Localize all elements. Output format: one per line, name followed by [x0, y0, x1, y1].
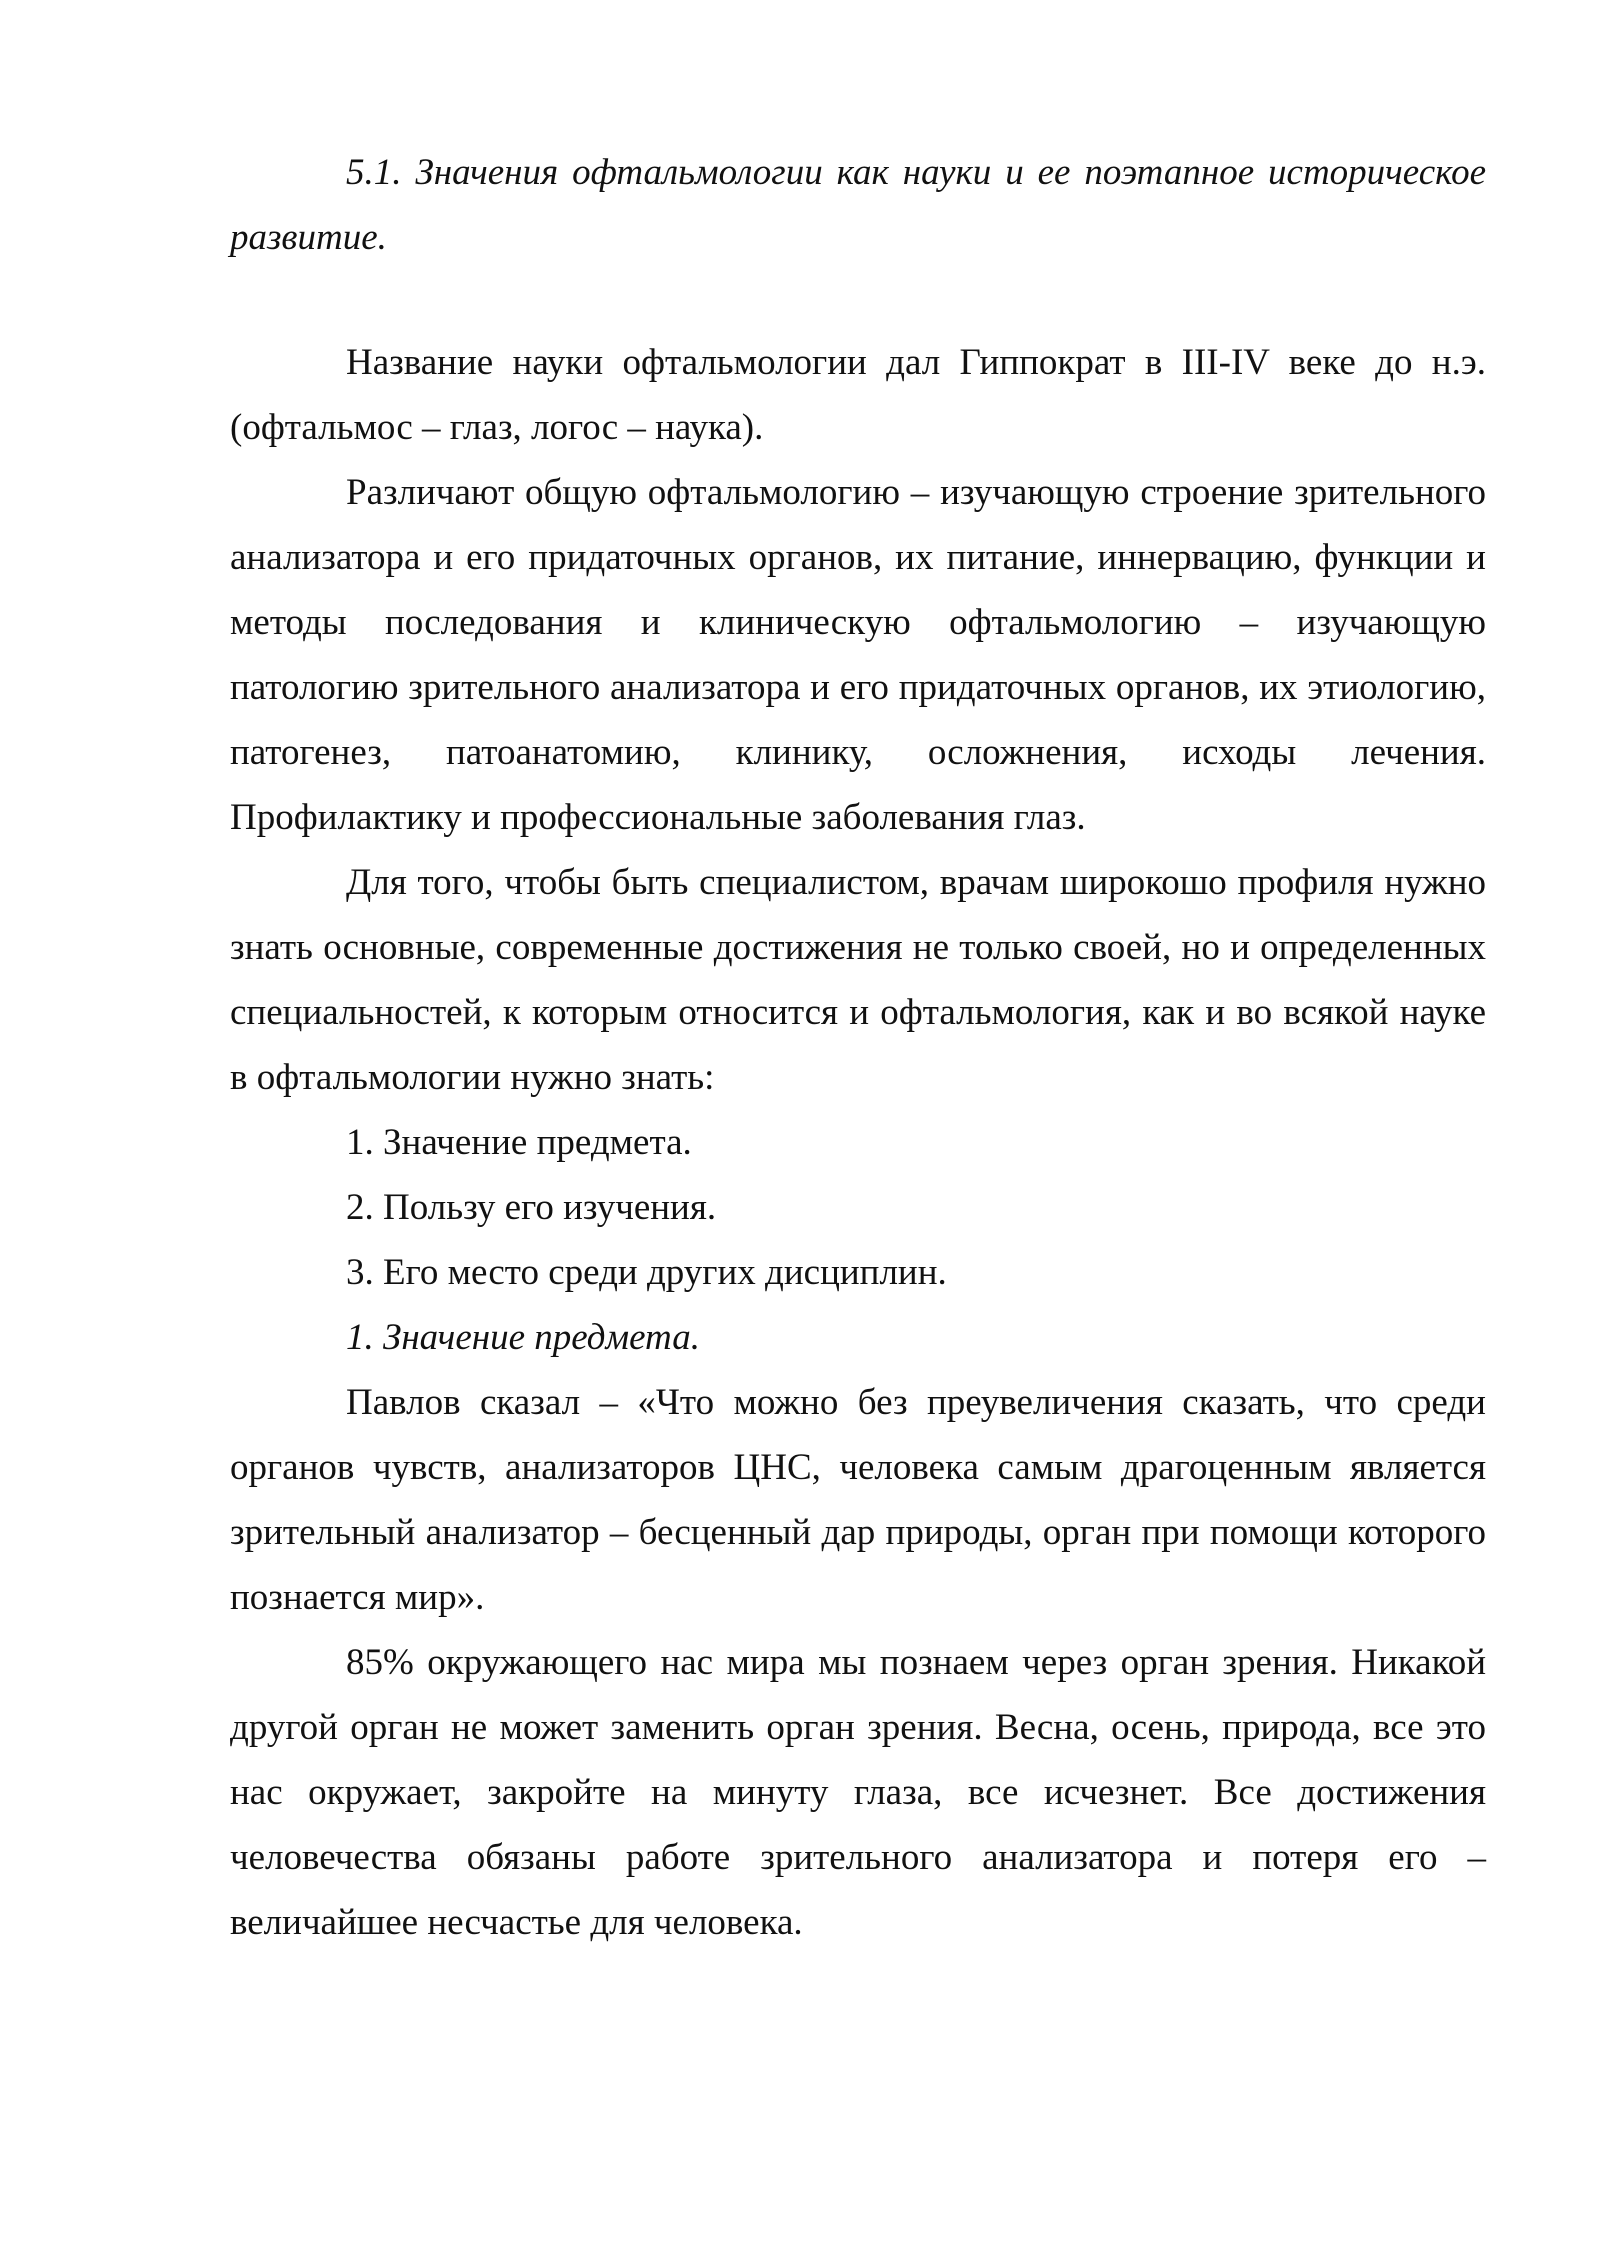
list-item: 2. Пользу его изучения. — [346, 1187, 717, 1228]
subsection-heading: 1. Значение предмета. — [346, 1317, 700, 1358]
document-page — [230, 140, 1486, 1955]
paragraph-name-origin: Название науки офтальмологии дал Гиппократ в III-IV веке до н.э. (офтальмос – глаз, логос – наука). — [230, 342, 1486, 448]
list-item: 1. Значение предмета. — [346, 1122, 692, 1163]
paragraph-pavlov-quote: Павлов сказал – «Что можно без преувеличения сказать, что среди органов чувств, анализаторов ЦНС, человека самым драгоценным является зрительный анализатор – бесценный дар природы, орган при помощи которого познается мир». — [230, 1382, 1486, 1618]
paragraph-vision-importance: 85% окружающего нас мира мы познаем через орган зрения. Никакой другой орган не может заменить орган зрения. Весна, осень, природа, все это нас окружает, закройте на минуту глаза, все исчезнет. Все достижения человечества обязаны работе зрительного анализатора и потеря его – величайшее несчастье для человека. — [230, 1642, 1486, 1943]
paragraph-specialist-knowledge: Для того, чтобы быть специалистом, врачам широкошо профиля нужно знать основные, современные достижения не только своей, но и определенных специальностей, к которым относится и офтальмология, как и во всякой науке в офтальмологии нужно знать: — [230, 862, 1486, 1098]
paragraph-ophthalmology-types: Различают общую офтальмологию – изучающую строение зрительного анализатора и его придаточных органов, их питание, иннервацию, функции и методы последования и клиническую офтальмологию – изучающую патологию зрительного анализатора и его придаточных органов, их этиологию, патогенез, патоанатомию, клинику, осложнения, исходы лечения. Профилактику и профессиональные заболевания глаз. — [230, 472, 1486, 838]
section-heading: 5.1. Значения офтальмологии как науки и ее поэтапное историческое развитие. — [230, 152, 1486, 258]
list-item: 3. Его место среди других дисциплин. — [346, 1252, 947, 1293]
